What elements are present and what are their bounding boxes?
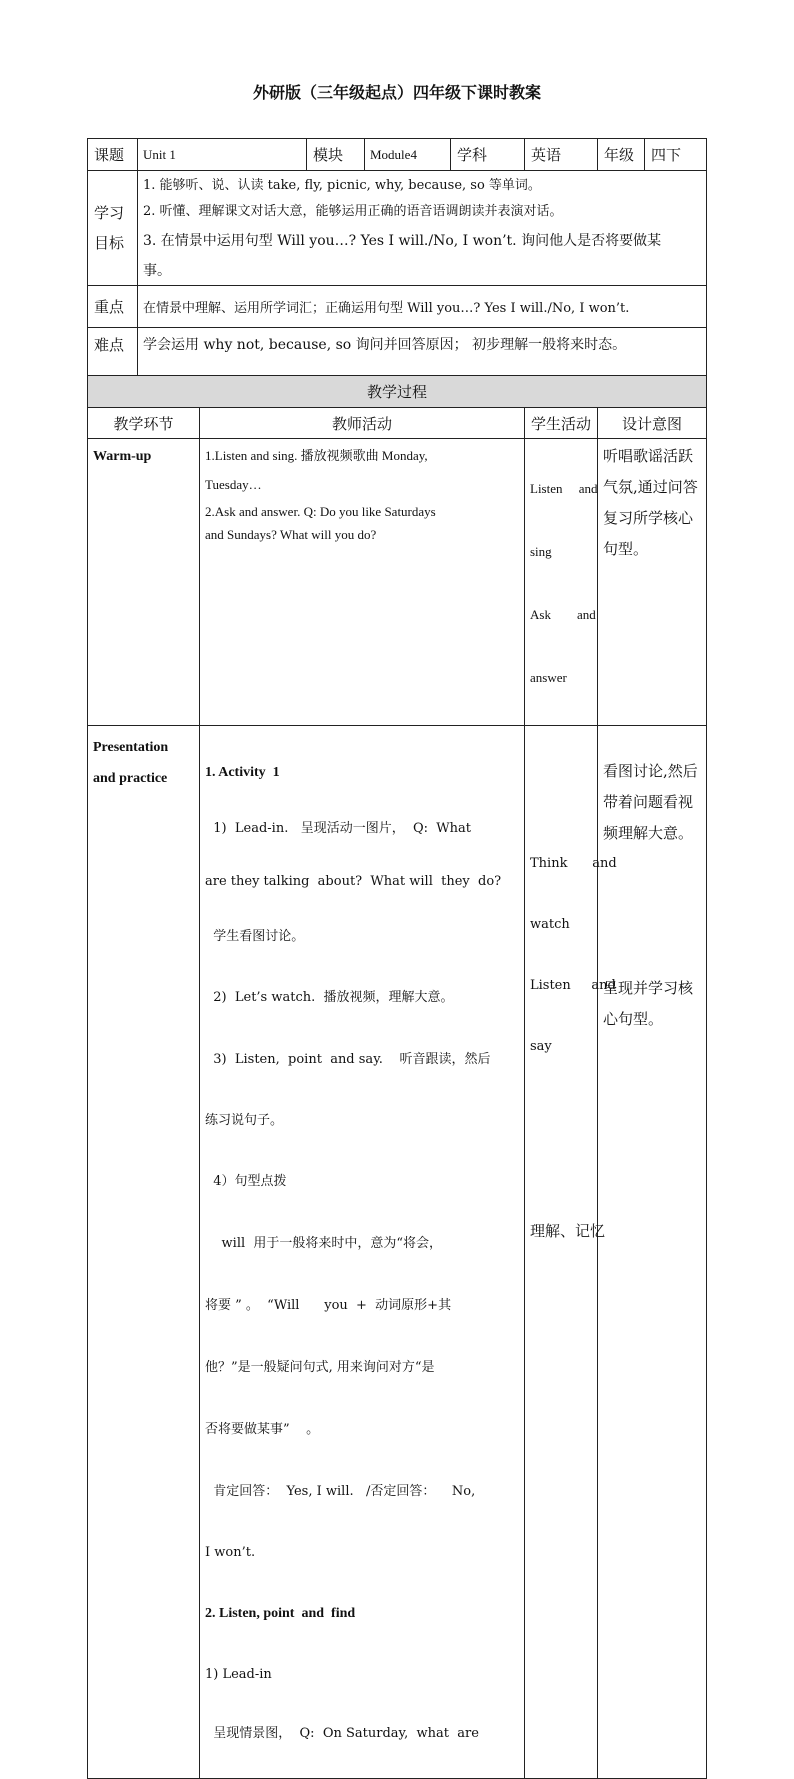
goals-label-line1: 学习 xyxy=(94,204,125,222)
process-header: 教学过程 xyxy=(88,376,707,408)
process-header-row xyxy=(88,376,707,408)
warmup-student-line-1: Listen and xyxy=(530,481,598,496)
presentation-intent-line-4: 呈现并学习核 xyxy=(603,979,694,997)
warmup-teacher xyxy=(200,439,525,726)
presentation-student-line-5: 理解、记忆 xyxy=(530,1222,606,1240)
presentation-stage-line-2: and practice xyxy=(93,771,168,786)
lesson-plan-table xyxy=(87,138,707,1779)
presentation-stage-line-1: Presentation xyxy=(93,740,169,755)
warmup-intent xyxy=(598,439,707,726)
goal-line-1: 1. 能够听、说、认读 take, fly, picnic, why, because, so 等单词。 xyxy=(143,178,541,193)
presentation-student-line-2: watch xyxy=(530,917,570,932)
presentation-teacher xyxy=(200,726,525,1779)
pattern-line: 4）句型点拨 xyxy=(205,1174,287,1189)
difficulties-text: 学会运用 why not, because, so 询问并回答原因； 初步理解一般将来时态。 xyxy=(138,328,707,376)
presentation-row xyxy=(88,726,707,1779)
col-stage: 教学环节 xyxy=(88,408,200,439)
goal-line-3: 3. 在情景中运用句型 Will you…? Yes I will./No, I won’t. 询问他人是否将要做某 xyxy=(143,233,662,249)
warmup-student-line-2: sing xyxy=(530,544,552,559)
lead-in-line-c: 学生看图讨论。 xyxy=(205,929,305,944)
warmup-intent-line-2: 气氛,通过问答 xyxy=(603,478,698,496)
goal-line-4: 事。 xyxy=(143,263,171,279)
presentation-student-line-1: Think and xyxy=(530,856,617,871)
module-label: 模块 xyxy=(307,139,365,171)
key-points-label: 重点 xyxy=(88,286,138,328)
goals-label-line2: 目标 xyxy=(94,234,125,252)
answer-line-b: I won’t. xyxy=(205,1545,256,1560)
presentation-intent-line-3: 频理解大意。 xyxy=(603,824,694,842)
warmup-intent-line-1: 听唱歌谣活跃 xyxy=(603,447,694,465)
warmup-teacher-line-1: 1.Listen and sing. 播放视频歌曲 Monday, xyxy=(205,448,428,463)
presentation-intent xyxy=(598,726,707,1779)
presentation-student-line-4: say xyxy=(530,1039,552,1054)
lead-in-line-a: 1) Lead-in. 呈现活动一图片， Q: What xyxy=(205,821,471,836)
grade-value: 四下 xyxy=(645,139,707,171)
subject-value: 英语 xyxy=(525,139,598,171)
warmup-intent-line-4: 句型。 xyxy=(603,540,649,558)
will-line-d: 否将要做某事” 。 xyxy=(205,1422,320,1437)
warmup-row xyxy=(88,439,707,726)
module-value: Module4 xyxy=(365,139,451,171)
difficulties-row xyxy=(88,328,707,376)
topic-value: Unit 1 xyxy=(138,139,307,171)
page-title: 外研版（三年级起点）四年级下课时教案 xyxy=(252,83,541,102)
key-points-text: 在情景中理解、运用所学词汇；正确运用句型 Will you…? Yes I will./No, I won’t. xyxy=(138,286,707,328)
presentation-stage xyxy=(88,726,200,1779)
listen-line-a: 3) Listen, point and say. 听音跟读，然后 xyxy=(205,1052,491,1067)
key-points-row xyxy=(88,286,707,328)
col-intent: 设计意图 xyxy=(598,408,707,439)
activity2-heading: 2. Listen, point and find xyxy=(205,1606,356,1621)
goals-label xyxy=(88,171,138,286)
presentation-intent-line-1: 看图讨论,然后 xyxy=(603,762,698,780)
presentation-student-line-3: Listen and xyxy=(530,978,616,993)
goals-row xyxy=(88,171,707,286)
warmup-teacher-line-4: and Sundays? What will you do? xyxy=(205,527,377,542)
presentation-intent-line-2: 带着问题看视 xyxy=(603,793,694,811)
col-student: 学生活动 xyxy=(525,408,598,439)
warmup-stage: Warm-up xyxy=(88,439,200,726)
presentation-student xyxy=(525,726,617,1779)
scene-line: 呈现情景图， Q: On Saturday, what are xyxy=(205,1726,479,1741)
lead-in2-line: 1) Lead-in xyxy=(205,1667,272,1682)
column-header-row xyxy=(88,408,707,439)
difficulties-label: 难点 xyxy=(88,328,138,376)
activity1-heading: 1. Activity 1 xyxy=(205,765,280,780)
grade-label: 年级 xyxy=(598,139,645,171)
watch-line: 2) Let’s watch. 播放视频，理解大意。 xyxy=(205,990,454,1005)
topic-label: 课题 xyxy=(88,139,138,171)
subject-label: 学科 xyxy=(451,139,525,171)
will-line-c: 他？”是一般疑问句式, 用来询问对方“是 xyxy=(205,1360,435,1375)
presentation-intent-line-5: 心句型。 xyxy=(603,1010,664,1028)
goals-content xyxy=(138,171,707,286)
warmup-student-line-4: answer xyxy=(530,670,567,685)
warmup-teacher-line-3: 2.Ask and answer. Q: Do you like Saturdays xyxy=(205,504,436,519)
warmup-student-line-3: Ask and xyxy=(530,607,596,622)
warmup-intent-line-3: 复习所学核心 xyxy=(603,509,694,527)
warmup-student xyxy=(525,439,598,726)
answer-line-a: 肯定回答： Yes, I will. /否定回答： No, xyxy=(205,1484,476,1499)
goal-line-2: 2. 听懂、理解课文对话大意，能够运用正确的语音语调朗读并表演对话。 xyxy=(143,204,563,219)
info-row xyxy=(88,139,707,171)
lead-in-line-b: are they talking about? What will they do? xyxy=(205,874,502,889)
listen-line-b: 练习说句子。 xyxy=(205,1113,284,1128)
col-teacher: 教师活动 xyxy=(200,408,525,439)
warmup-teacher-line-2: Tuesday… xyxy=(205,477,262,492)
will-line-a: will 用于一般将来时中，意为“将会， xyxy=(205,1236,443,1251)
will-line-b: 将要 ” 。 “Will you + 动词原形+其 xyxy=(205,1298,452,1313)
